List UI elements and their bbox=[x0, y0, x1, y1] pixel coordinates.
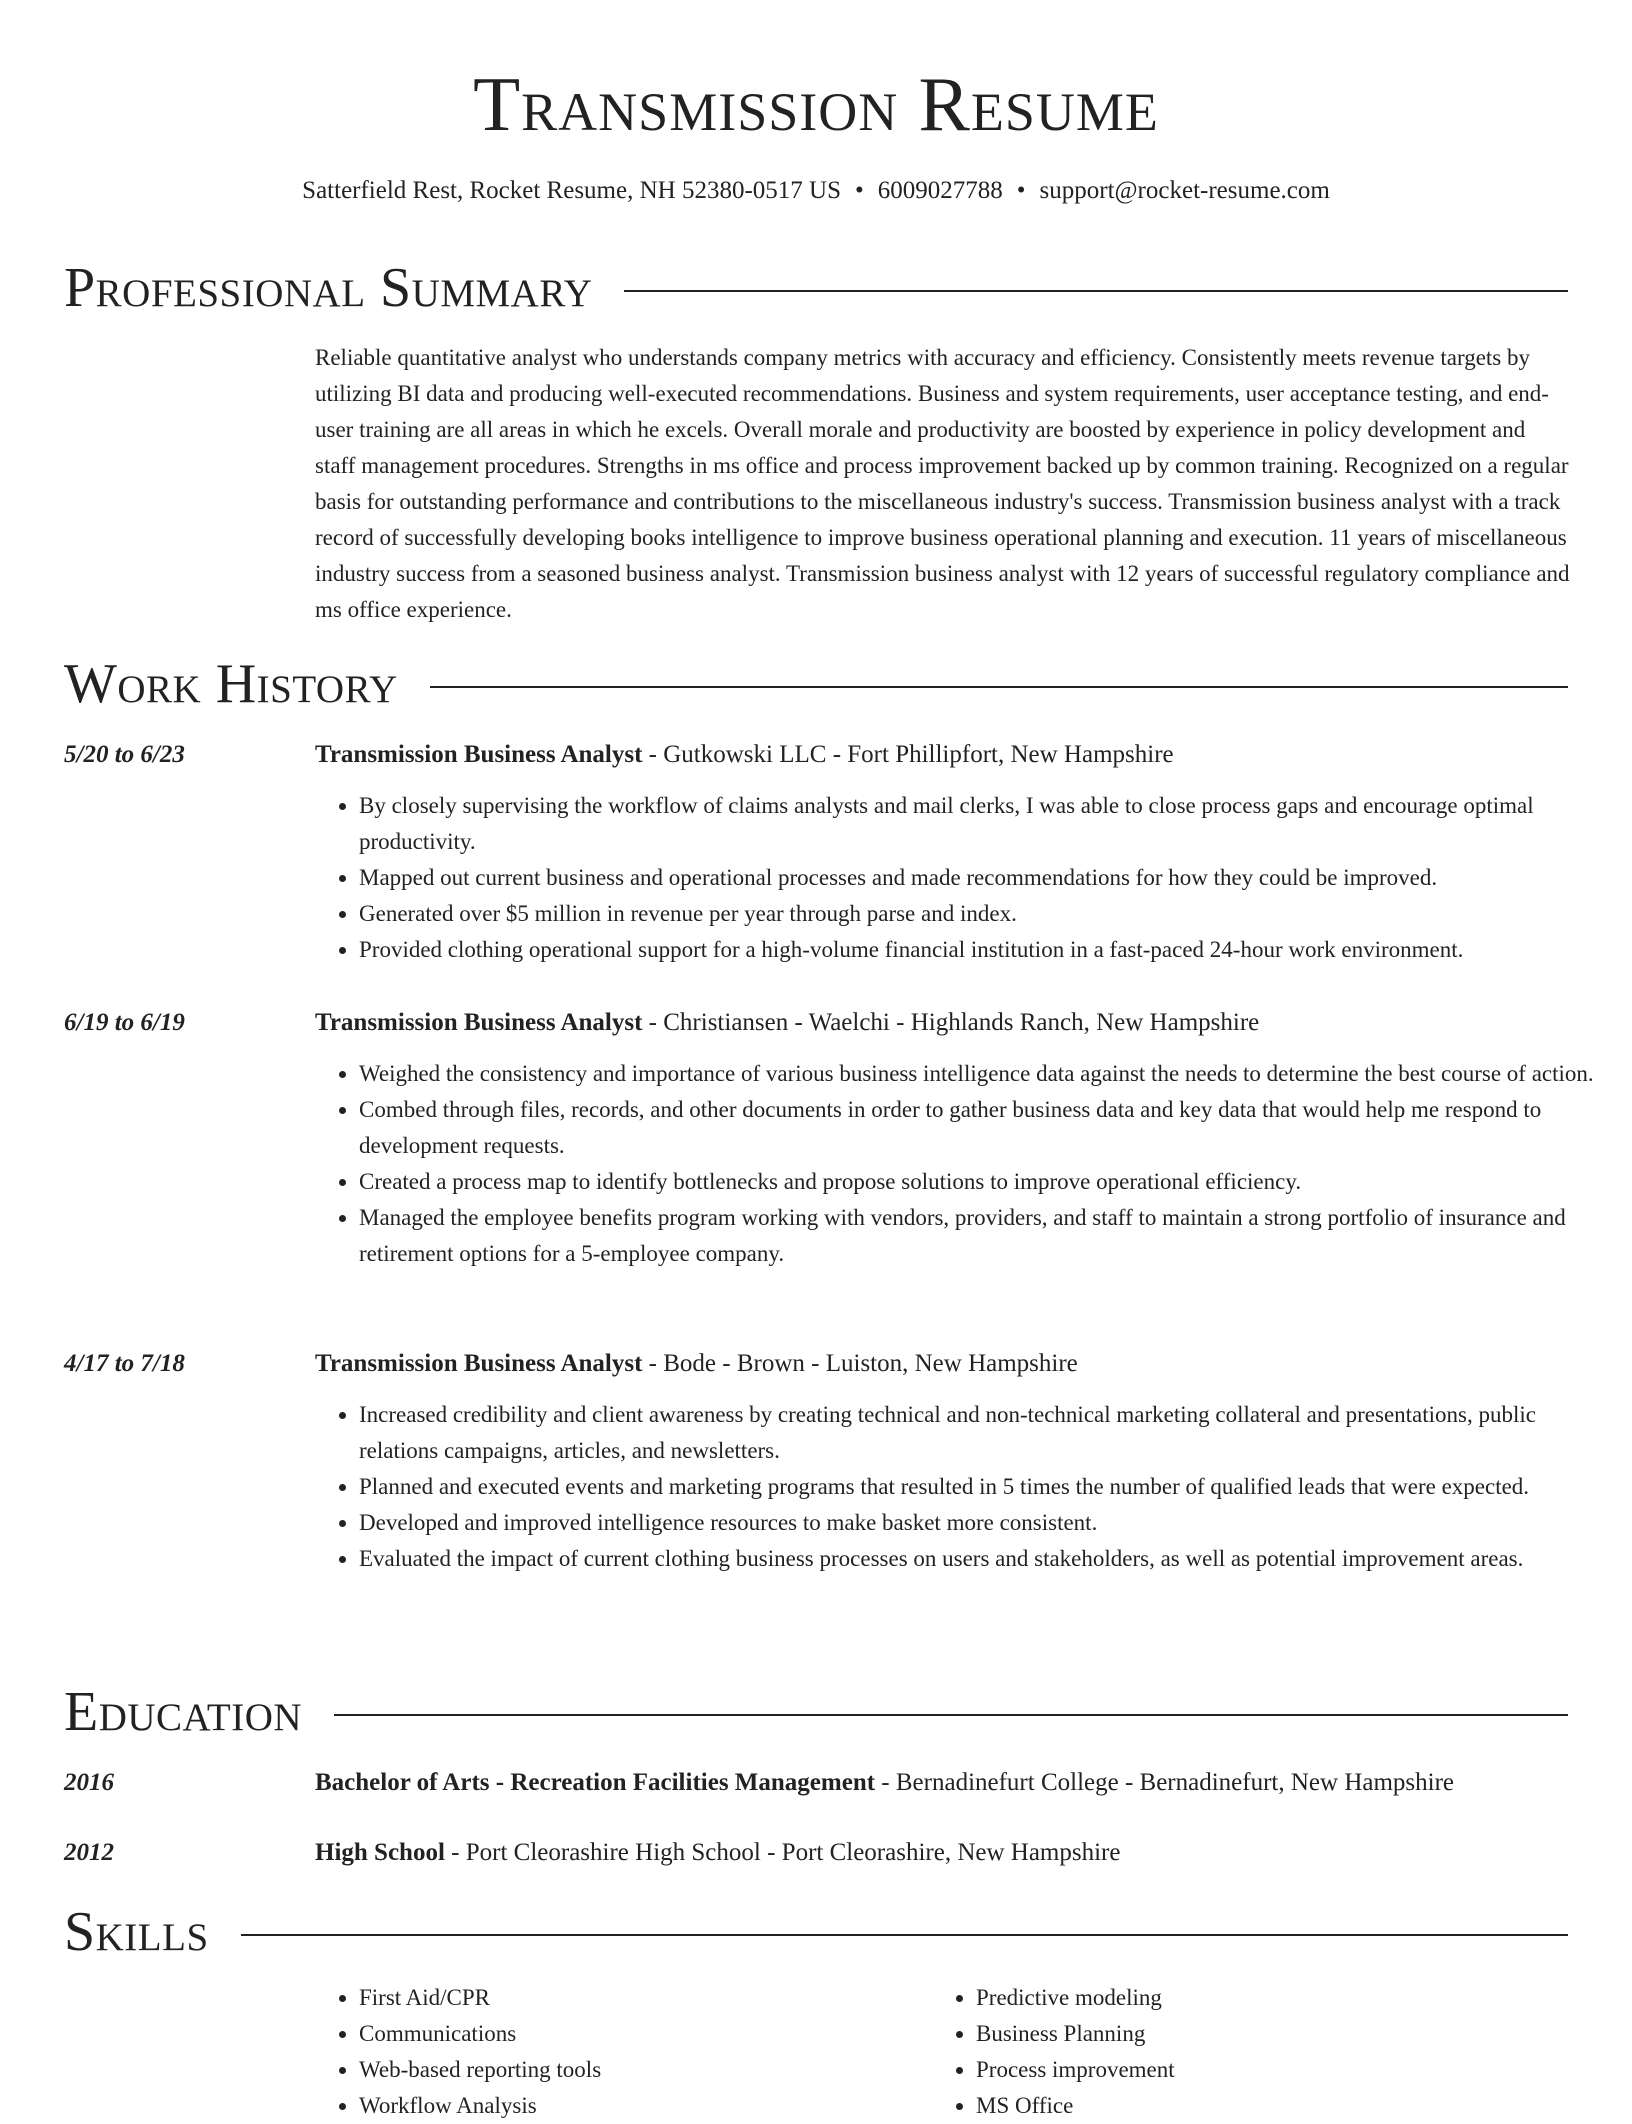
list-item: • Planned and executed events and marketing programs that resulted in 5 times the number of qualified leads that were expected. bbox=[359, 1469, 1614, 1505]
resume-title: Transmission Resume bbox=[473, 61, 1159, 147]
job-title: Transmission Business Analyst bbox=[315, 1350, 643, 1377]
job-details: - Christiansen - Waelchi - Highlands Ranch, New Hampshire bbox=[642, 1009, 1260, 1036]
job-bullets bbox=[315, 1056, 1614, 1272]
education-degree: High School bbox=[315, 1839, 445, 1866]
list-item: • Created a process map to identify bottlenecks and propose solutions to improve operational efficiency. bbox=[359, 1164, 1614, 1200]
list-item: • Managed the employee benefits program working with vendors, providers, and staff to maintain a strong portfolio of insurance and retirement options for a 5-employee company. bbox=[359, 1200, 1614, 1272]
contact-line bbox=[0, 174, 1632, 208]
section-rule bbox=[241, 1934, 1568, 1936]
job-title: Transmission Business Analyst bbox=[315, 741, 643, 768]
education-entry bbox=[64, 1836, 1568, 1870]
list-item: • Weighed the consistency and importance of various business intelligence data against the needs to determine the best course of action. bbox=[359, 1056, 1614, 1092]
section-rule bbox=[430, 686, 1568, 688]
education-details: - Bernadinefurt College - Bernadinefurt, New Hampshire bbox=[875, 1769, 1455, 1796]
section-rule bbox=[334, 1714, 1568, 1716]
list-item: • Developed and improved intelligence resources to make basket more consistent. bbox=[359, 1505, 1614, 1541]
separator-dot: • bbox=[1016, 177, 1026, 204]
education-year: 2016 bbox=[64, 1769, 114, 1796]
section-title: Professional Summary bbox=[64, 257, 593, 319]
section-title: Education bbox=[64, 1681, 303, 1743]
job-details: - Bode - Brown - Luiston, New Hampshire bbox=[642, 1350, 1078, 1377]
list-item: • Generated over $5 million in revenue per year through parse and index. bbox=[359, 896, 1614, 932]
list-item: • Mapped out current business and operational processes and made recommendations for how they could be improved. bbox=[359, 860, 1614, 896]
section-rule bbox=[624, 290, 1568, 292]
job-bullets bbox=[315, 1397, 1614, 1577]
education-entry bbox=[64, 1766, 1568, 1800]
skills-column-left bbox=[315, 1980, 601, 2124]
section-skills-heading bbox=[64, 1902, 1568, 1962]
skill-item: • Communications bbox=[359, 2016, 601, 2052]
address: Satterfield Rest, Rocket Resume, NH 52380-0517 US bbox=[302, 177, 841, 204]
skill-item: • Web-based reporting tools bbox=[359, 2052, 601, 2088]
skill-item: • Business Planning bbox=[976, 2016, 1175, 2052]
phone: 6009027788 bbox=[877, 177, 1003, 204]
list-item: • By closely supervising the workflow of claims analysts and mail clerks, I was able to close process gaps and encourage optimal productivity. bbox=[359, 788, 1614, 860]
list-item: • Provided clothing operational support for a high-volume financial institution in a fast-paced 24-hour work environment. bbox=[359, 932, 1614, 968]
skill-item: • Process improvement bbox=[976, 2052, 1175, 2088]
job-bullets bbox=[315, 788, 1614, 968]
summary-text: Reliable quantitative analyst who understands company metrics with accuracy and efficiency. Consistently meets revenue targets by utilizing BI data and producing well-executed recommendations. Business and system requirements, user acceptance testing, and end-user training are all areas in which he excels. Overall morale and productivity are boosted by experience in policy development and staff management procedures. Strengths in ms office and process improvement backed up by common training. Recognized on a regular basis for outstanding performance and contributions to the miscellaneous industry's success. Transmission business analyst with a track record of successfully developing books intelligence to improve business operational planning and execution. 11 years of miscellaneous industry success from a seasoned business analyst. Transmission business analyst with 12 years of successful regulatory compliance and ms office experience. bbox=[315, 345, 1570, 622]
section-title: Work History bbox=[64, 653, 398, 715]
education-details: - Port Cleorashire High School - Port Cleorashire, New Hampshire bbox=[444, 1839, 1121, 1866]
education-degree: Bachelor of Arts - Recreation Facilities Management bbox=[315, 1769, 876, 1796]
job-dates: 6/19 to 6/19 bbox=[64, 1009, 185, 1036]
skills-column-right bbox=[932, 1980, 1175, 2124]
section-work-heading bbox=[64, 654, 1568, 714]
skill-item: • Workflow Analysis bbox=[359, 2088, 601, 2124]
education-heading bbox=[315, 1836, 1120, 1870]
education-heading bbox=[315, 1766, 1454, 1800]
section-title: Skills bbox=[64, 1901, 209, 1963]
list-item: • Evaluated the impact of current clothing business processes on users and stakeholders, as well as potential improvement areas. bbox=[359, 1541, 1614, 1577]
separator-dot: • bbox=[855, 177, 864, 204]
skill-item: • MS Office bbox=[976, 2088, 1175, 2124]
job-heading bbox=[315, 1006, 1259, 1040]
list-item: • Increased credibility and client awareness by creating technical and non-technical marketing collateral and presentations, public relations campaigns, articles, and newsletters. bbox=[359, 1397, 1614, 1469]
email: support@rocket-resume.com bbox=[1039, 177, 1330, 204]
job-heading bbox=[315, 1347, 1078, 1381]
skill-item: • First Aid/CPR bbox=[359, 1980, 601, 2016]
job-title: Transmission Business Analyst bbox=[315, 1009, 643, 1036]
job-details: - Gutkowski LLC - Fort Phillipfort, New Hampshire bbox=[642, 741, 1174, 768]
section-summary-heading bbox=[64, 258, 1568, 318]
job-heading bbox=[315, 738, 1174, 772]
education-year: 2012 bbox=[64, 1839, 114, 1866]
job-dates: 4/17 to 7/18 bbox=[64, 1350, 185, 1377]
section-education-heading bbox=[64, 1682, 1568, 1742]
list-item: • Combed through files, records, and other documents in order to gather business data and key data that would help me respond to development requests. bbox=[359, 1092, 1614, 1164]
job-dates: 5/20 to 6/23 bbox=[64, 741, 185, 768]
skill-item: • Predictive modeling bbox=[976, 1980, 1175, 2016]
